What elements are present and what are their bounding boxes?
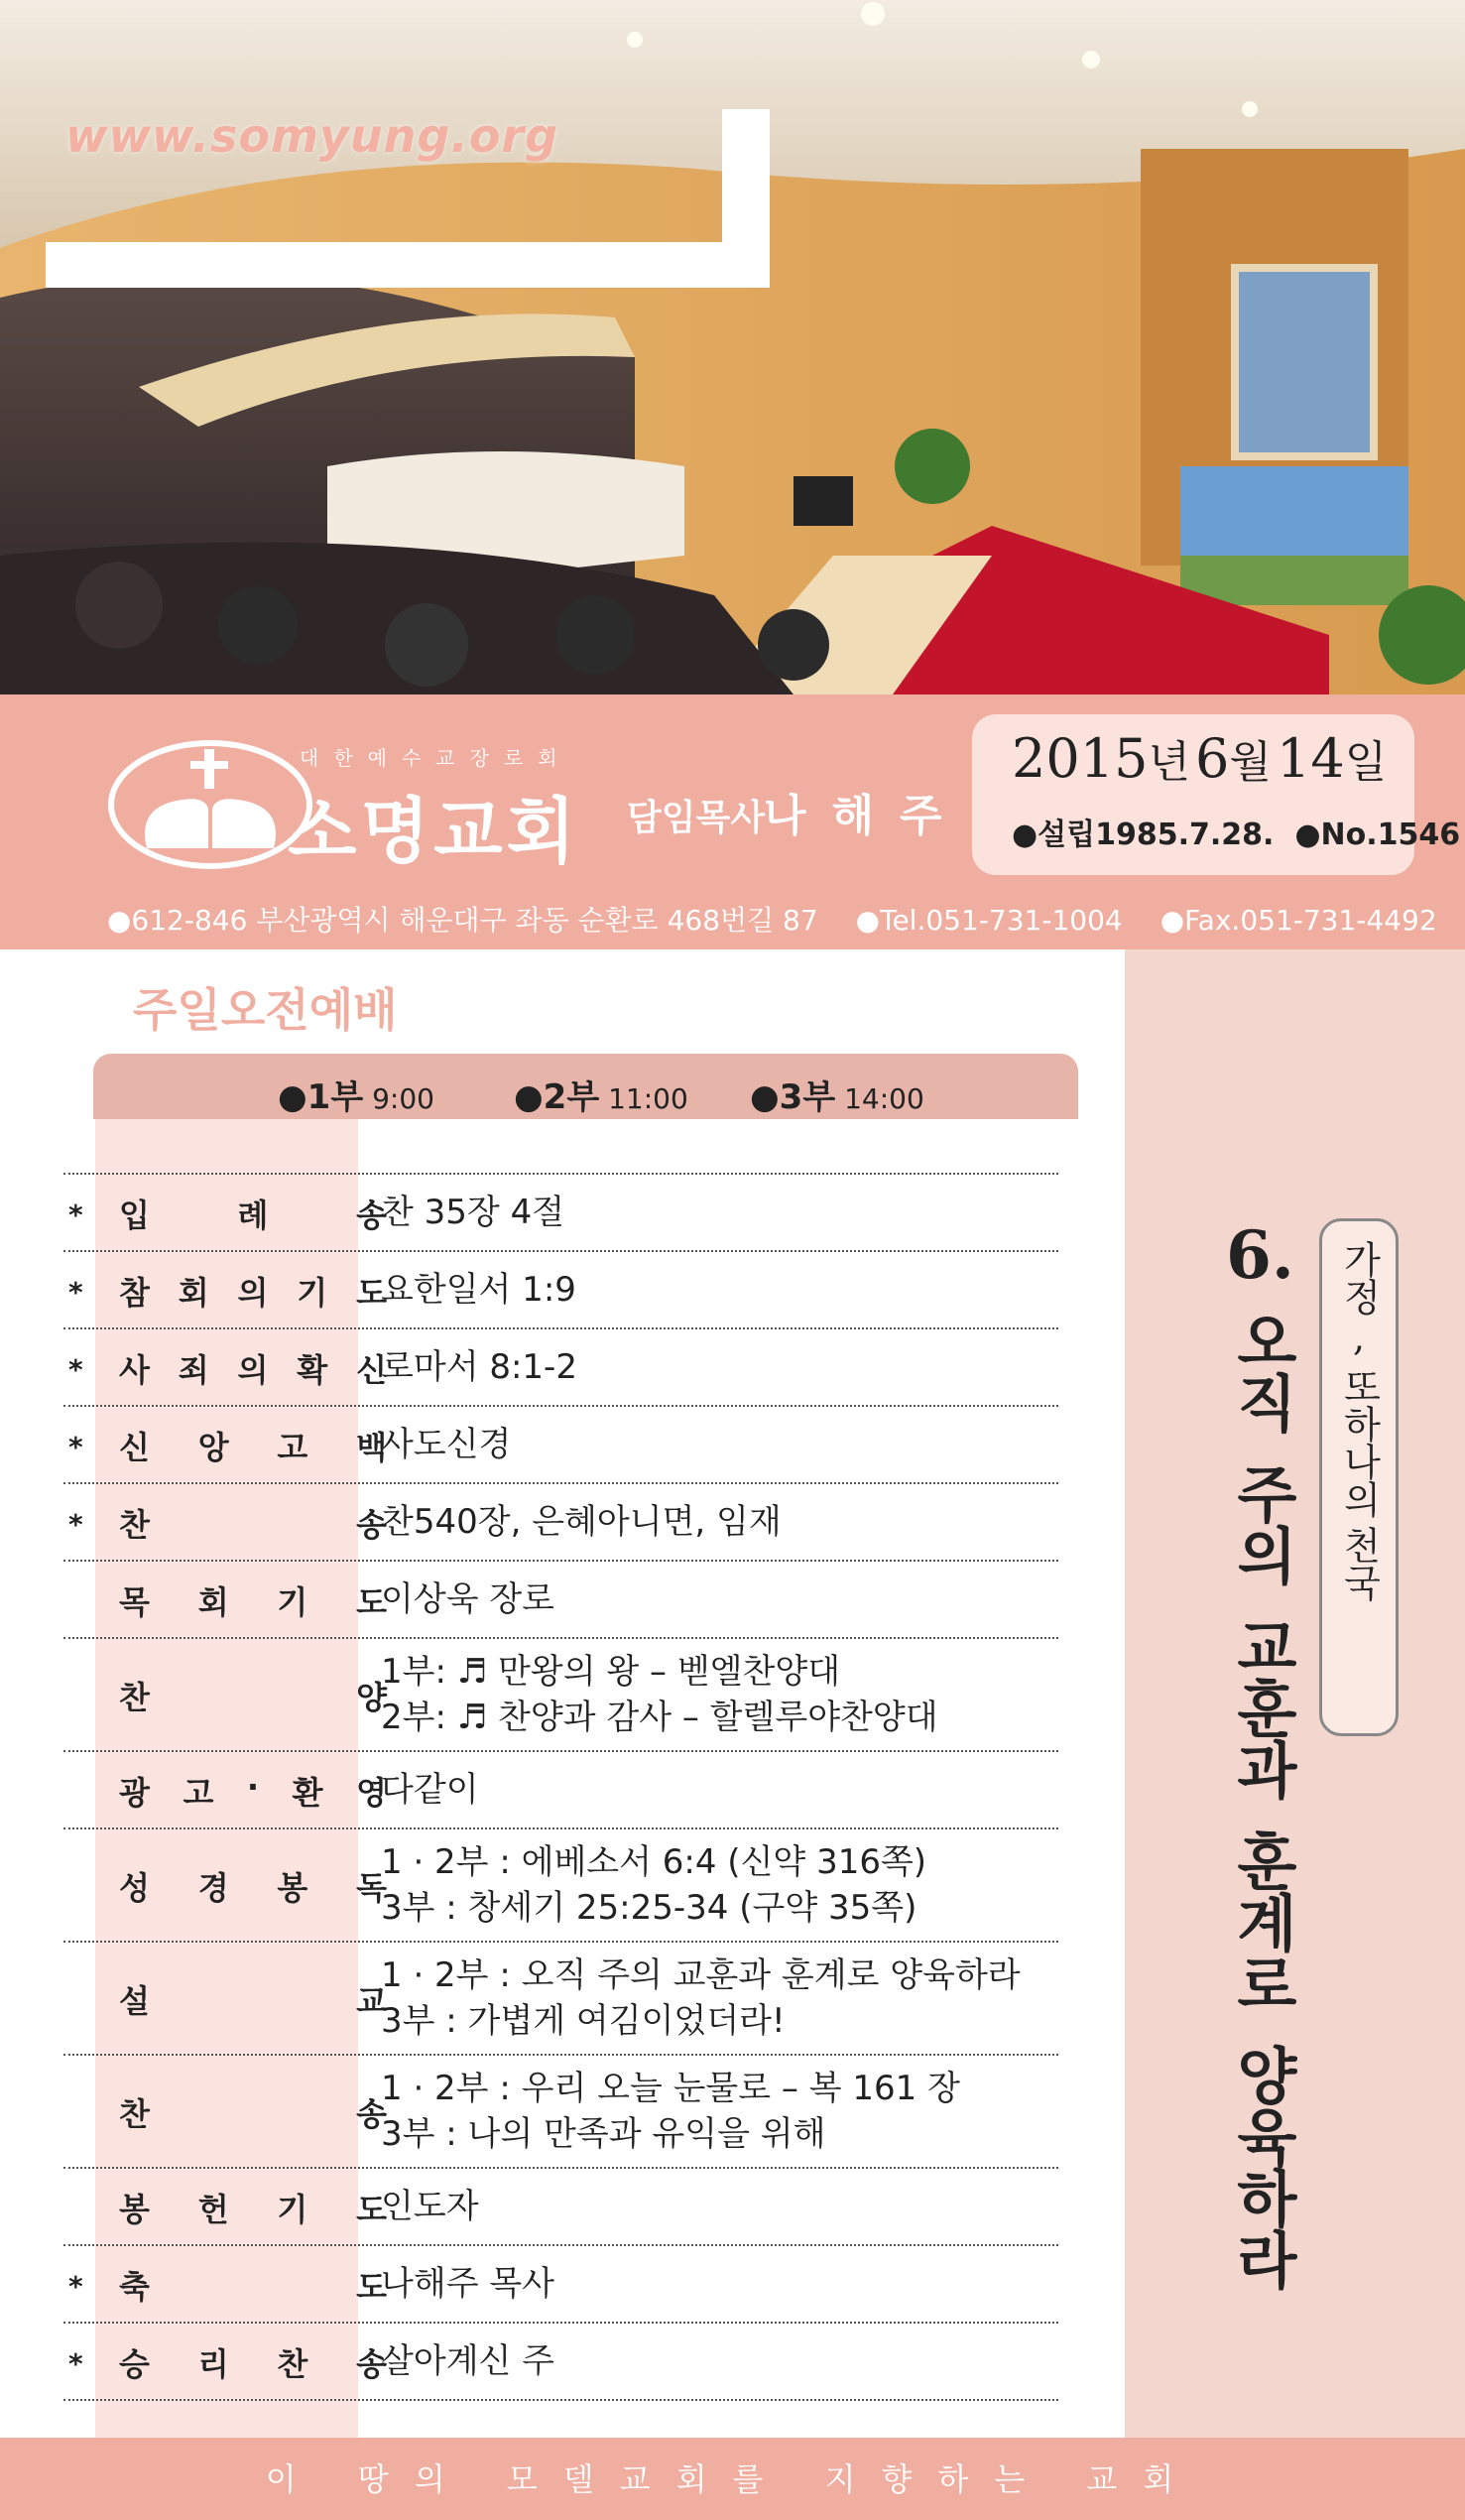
label-char: 찬 (277, 2345, 308, 2383)
label-char: 의 (237, 1274, 269, 1312)
pastor-role: 담임목사 (627, 798, 766, 838)
service-times-bar (93, 1054, 1078, 1119)
worship-item-value (381, 2066, 960, 2157)
label-char: 기 (297, 1274, 328, 1312)
worship-item (63, 1252, 1058, 1329)
series-title-word: 천국 (1337, 1526, 1381, 1601)
label-char: 백 (356, 1429, 387, 1466)
worship-item-value (381, 1767, 479, 1813)
label-char: 입 (119, 1197, 150, 1234)
worship-item-value (381, 1422, 511, 1467)
worship-item-value (381, 2184, 479, 2229)
service-time-1 (278, 1070, 434, 1118)
value-line: 찬 35장 4절 (381, 1193, 565, 1232)
worship-item-label (119, 1423, 387, 1468)
sermon-title-word: 오직 (1226, 1310, 1298, 1433)
white-banner-bar (46, 242, 770, 288)
service-time-2 (514, 1070, 688, 1118)
service-time-value: 9:00 (372, 1082, 434, 1115)
hero-photo (0, 0, 1465, 694)
label-char: 양 (356, 1679, 387, 1716)
standing-mark: * (68, 2347, 83, 2380)
worship-item-label (119, 1976, 387, 2022)
tel-text[interactable]: ●Tel.051-731-1004 (855, 904, 1123, 937)
value-line: 이상욱 장로 (381, 1579, 555, 1619)
service-title: 주일오전예배 (133, 983, 398, 1037)
label-char: 의 (237, 1351, 269, 1389)
fax-text: ●Fax.051-731-4492 (1160, 904, 1437, 937)
label-char: 헌 (197, 2191, 229, 2228)
label-char: 확 (297, 1351, 328, 1389)
label-char: 죄 (178, 1351, 209, 1389)
worship-item (63, 1829, 1058, 1943)
value-line: 3부 : 창세기 25:25-34 (구약 35쪽) (381, 1888, 917, 1928)
label-char: 도 (356, 2191, 387, 2228)
worship-item-label (119, 2262, 387, 2308)
date-day-unit: 일 (1344, 737, 1388, 788)
order-of-worship (63, 1173, 1058, 2401)
label-char: 찬 (119, 2095, 150, 2133)
value-line: 1 · 2부 : 오직 주의 교훈과 훈계로 양육하라 (381, 1955, 1021, 1995)
standing-mark: * (68, 1508, 83, 1541)
label-char: 신 (119, 1429, 150, 1466)
value-line: 찬540장, 은혜아니면, 임재 (381, 1502, 782, 1542)
label-char: 례 (237, 1197, 269, 1234)
worship-item-label (119, 2185, 387, 2230)
white-banner-stub (722, 109, 770, 288)
worship-item (63, 1562, 1058, 1639)
label-char: · (246, 1768, 260, 1806)
worship-item-label (119, 2089, 387, 2135)
worship-item-label (119, 1191, 387, 1236)
value-line: 인도자 (381, 2187, 479, 2226)
value-line: 2부: ♬ 찬양과 감사 – 할렐루야찬양대 (381, 1698, 938, 1737)
worship-item-label (119, 1768, 387, 1814)
value-line: 1 · 2부 : 에베소서 6:4 (신약 316쪽) (381, 1842, 927, 1882)
label-char: 환 (292, 1774, 323, 1812)
label-char: 광 (119, 1774, 150, 1812)
worship-item (63, 1175, 1058, 1252)
value-line: 사도신경 (381, 1425, 512, 1464)
website-url[interactable]: www.somyung.org (65, 109, 559, 163)
worship-item-value (381, 2338, 554, 2384)
worship-item (63, 1329, 1058, 1407)
label-char: 송 (356, 2345, 387, 2383)
word-gap (1212, 2014, 1311, 2044)
label-char: 기 (277, 1583, 308, 1621)
denomination: 대한예수교장로회 (300, 746, 572, 770)
worship-item-value (381, 1649, 938, 1740)
value-line: 1부: ♬ 만왕의 왕 – 벧엘찬양대 (381, 1652, 841, 1692)
value-line: 살아계신 주 (381, 2341, 555, 2381)
standing-mark: * (68, 1276, 83, 1309)
worship-item-label (119, 1268, 387, 1314)
church-interior-photo (0, 0, 1465, 694)
series-title-word: 가정, (1337, 1240, 1381, 1359)
service-part-label: ●3부 (750, 1077, 836, 1117)
label-char: 축 (119, 2268, 150, 2306)
worship-item-label (119, 1345, 387, 1391)
service-time-value: 11:00 (608, 1082, 688, 1115)
worship-item-value (381, 1190, 564, 1235)
value-line: 로마서 8:1-2 (381, 1347, 577, 1387)
date-day: 14 (1277, 727, 1345, 790)
date-month: 6 (1195, 727, 1230, 790)
label-char: 도 (356, 1274, 387, 1312)
worship-item-value (381, 1344, 577, 1390)
date-year-unit: 년 (1148, 737, 1190, 788)
label-char: 도 (356, 2268, 387, 2306)
value-line: 요한일서 1:9 (381, 1270, 576, 1310)
value-line: 3부 : 가볍게 여김이었더라! (381, 2001, 786, 2041)
church-name: 소명교회 (288, 790, 580, 873)
label-char: 신 (356, 1351, 387, 1389)
service-part-label: ●2부 (514, 1077, 600, 1117)
church-logo-icon (107, 739, 313, 870)
sermon-title-word: 훈계로 (1226, 1829, 1298, 2014)
label-char: 성 (119, 1869, 150, 1907)
word-gap (1212, 1585, 1311, 1615)
word-gap (1212, 1800, 1311, 1829)
worship-item (63, 1484, 1058, 1562)
label-char: 송 (356, 1197, 387, 1234)
label-char: 사 (119, 1351, 150, 1389)
series-title (1319, 1240, 1399, 1609)
address-text: ●612-846 부산광역시 해운대구 좌동 순환로 468번길 87 (107, 904, 818, 937)
worship-item (63, 2056, 1058, 2169)
label-char: 앙 (197, 1429, 229, 1466)
value-line: 3부 : 나의 만족과 유익을 위해 (381, 2114, 826, 2154)
service-time-value: 14:00 (844, 1082, 924, 1115)
church-motto: 이 땅의 모델교회를 지향하는 교회 (265, 2460, 1200, 2498)
contact-line (107, 899, 1465, 939)
label-char: 독 (356, 1869, 387, 1907)
label-char: 영 (356, 1774, 387, 1812)
established-date: ●설립1985.7.28. (1012, 818, 1275, 852)
sermon-number: 6. (1226, 1216, 1294, 1294)
worship-item-value (381, 1267, 576, 1313)
series-title-word: 또하나의 (1337, 1367, 1381, 1518)
establishment-info (1012, 810, 1460, 853)
label-char: 봉 (119, 2191, 150, 2228)
sermon-title-word: 교훈과 (1226, 1615, 1298, 1800)
service-part-label: ●1부 (278, 1077, 364, 1117)
pastor-name: 나해주 (764, 791, 968, 841)
label-char: 고 (277, 1429, 308, 1466)
standing-mark: * (68, 2270, 83, 2303)
worship-item-value (381, 1576, 554, 1622)
standing-mark: * (68, 1353, 83, 1386)
label-char: 도 (356, 1583, 387, 1621)
worship-item-label (119, 1673, 387, 1718)
label-char: 송 (356, 2095, 387, 2133)
value-line: 1 · 2부 : 우리 오늘 눈물로 – 복 161 장 (381, 2069, 960, 2108)
worship-item-label (119, 1577, 387, 1623)
sermon-title-word: 주의 (1226, 1462, 1298, 1585)
worship-item-value (381, 2261, 554, 2307)
label-char: 찬 (119, 1506, 150, 1544)
label-char: 리 (197, 2345, 229, 2383)
word-gap (1212, 1433, 1311, 1462)
worship-item (63, 2169, 1058, 2246)
worship-item-value (381, 1499, 782, 1545)
sermon-title-word: 양육하라 (1226, 2044, 1298, 2290)
label-char: 경 (197, 1869, 229, 1907)
value-line: 다같이 (381, 1770, 479, 1810)
label-char: 목 (119, 1583, 150, 1621)
worship-item (63, 1752, 1058, 1829)
label-char: 기 (277, 2191, 308, 2228)
sermon-title (1212, 1310, 1311, 2290)
worship-item (63, 1639, 1058, 1752)
label-char: 찬 (119, 1679, 150, 1716)
date-month-unit: 월 (1229, 737, 1272, 788)
label-char: 교 (356, 1982, 387, 2020)
label-char: 참 (119, 1274, 150, 1312)
label-char: 고 (183, 1774, 214, 1812)
worship-item-value (381, 1839, 926, 1931)
label-char: 회 (178, 1274, 209, 1312)
worship-item (63, 2324, 1058, 2401)
label-char: 승 (119, 2345, 150, 2383)
worship-item-label (119, 1500, 387, 1546)
bulletin-date (1012, 726, 1387, 790)
standing-mark: * (68, 1198, 83, 1231)
label-char: 봉 (277, 1869, 308, 1907)
worship-item (63, 1407, 1058, 1484)
service-time-3 (750, 1070, 924, 1118)
label-char: 설 (119, 1982, 150, 2020)
issue-number: ●No.1546 (1294, 818, 1461, 852)
standing-mark: * (68, 1431, 83, 1463)
worship-item-label (119, 2339, 387, 2385)
worship-item-label (119, 1863, 387, 1909)
worship-item (63, 2246, 1058, 2324)
worship-item-value (381, 1953, 1021, 2044)
label-char: 송 (356, 1506, 387, 1544)
date-year: 2015 (1012, 727, 1149, 790)
label-char: 회 (197, 1583, 229, 1621)
value-line: 나해주 목사 (381, 2264, 555, 2304)
worship-item (63, 1943, 1058, 2056)
